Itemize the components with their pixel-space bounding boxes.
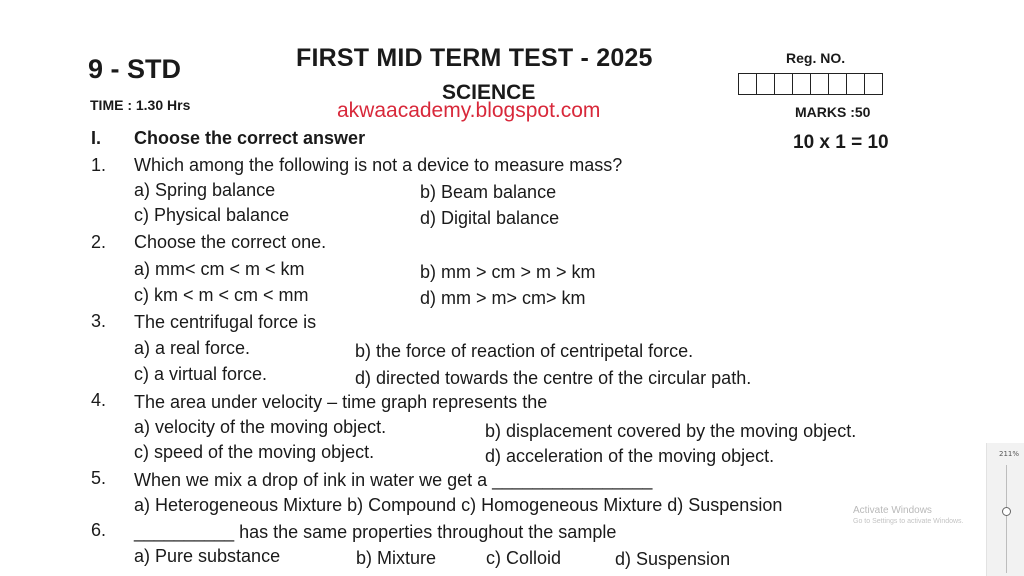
time-label: TIME : 1.30 Hrs (90, 97, 191, 113)
option-text: d) acceleration of the moving object. (485, 446, 775, 466)
option-text: a) mm< cm < m < km (134, 259, 305, 279)
activate-windows-title: Activate Windows (853, 505, 932, 516)
option-text: b) displacement covered by the moving object. (485, 421, 857, 441)
option-text: c) speed of the moving object. (134, 442, 375, 462)
option-text: b) mm > cm > m > km (420, 262, 596, 282)
option-text: b) Mixture (356, 548, 437, 568)
option-text: a) Spring balance (134, 180, 276, 200)
section-heading: Choose the correct answer (134, 128, 366, 148)
option-text: d) directed towards the centre of the circular path. (355, 368, 752, 388)
question-text: When we mix a drop of ink in water we get a ________________ (134, 470, 653, 490)
option-text: a) a real force. (134, 338, 251, 358)
subject-title: SCIENCE (442, 81, 536, 104)
question-number: 5. (91, 468, 107, 488)
reg-no-boxes (738, 73, 883, 95)
question-number: 1. (91, 155, 107, 175)
question-text: The centrifugal force is (134, 312, 317, 332)
std-label: 9 - STD (88, 54, 182, 84)
question-text: The area under velocity – time graph represents the (134, 392, 548, 412)
section-number: I. (91, 128, 102, 148)
marks-label: MARKS :50 (795, 104, 871, 120)
option-text: c) a virtual force. (134, 364, 268, 384)
option-text: d) Suspension (615, 549, 731, 569)
option-text: c) km < m < cm < mm (134, 285, 309, 305)
option-text: b) the force of reaction of centripetal force. (355, 341, 694, 361)
option-text: d) Digital balance (420, 208, 560, 228)
question-number: 2. (91, 232, 107, 252)
zoom-slider-thumb[interactable] (1002, 507, 1011, 516)
option-text: c) Colloid (486, 548, 562, 568)
question-text: Which among the following is not a device to measure mass? (134, 155, 623, 175)
reg-no-label: Reg. NO. (786, 50, 846, 66)
zoom-level-label: 211% (999, 450, 1020, 458)
exam-title: FIRST MID TERM TEST - 2025 (296, 44, 653, 72)
question-number: 6. (91, 520, 107, 540)
question-text: Choose the correct one. (134, 232, 327, 252)
option-text: c) Physical balance (134, 205, 290, 225)
option-text: b) Beam balance (420, 182, 557, 202)
question-number: 3. (91, 311, 107, 331)
zoom-slider-track[interactable] (1006, 465, 1007, 573)
activate-windows-subtitle: Go to Settings to activate Windows. (853, 518, 964, 525)
section-score: 10 x 1 = 10 (793, 132, 889, 153)
option-text: d) mm > m> cm> km (420, 288, 586, 308)
watermark-url: akwaacademy.blogspot.com (337, 99, 601, 122)
question-number: 4. (91, 390, 107, 410)
zoom-slider-panel[interactable] (986, 443, 1024, 576)
option-text: a) Heterogeneous Mixture b) Compound c) Homogeneous Mixture d) Suspension (134, 495, 783, 515)
question-text: __________ has the same properties throughout the sample (134, 522, 617, 542)
option-text: a) Pure substance (134, 546, 281, 566)
option-text: a) velocity of the moving object. (134, 417, 387, 437)
